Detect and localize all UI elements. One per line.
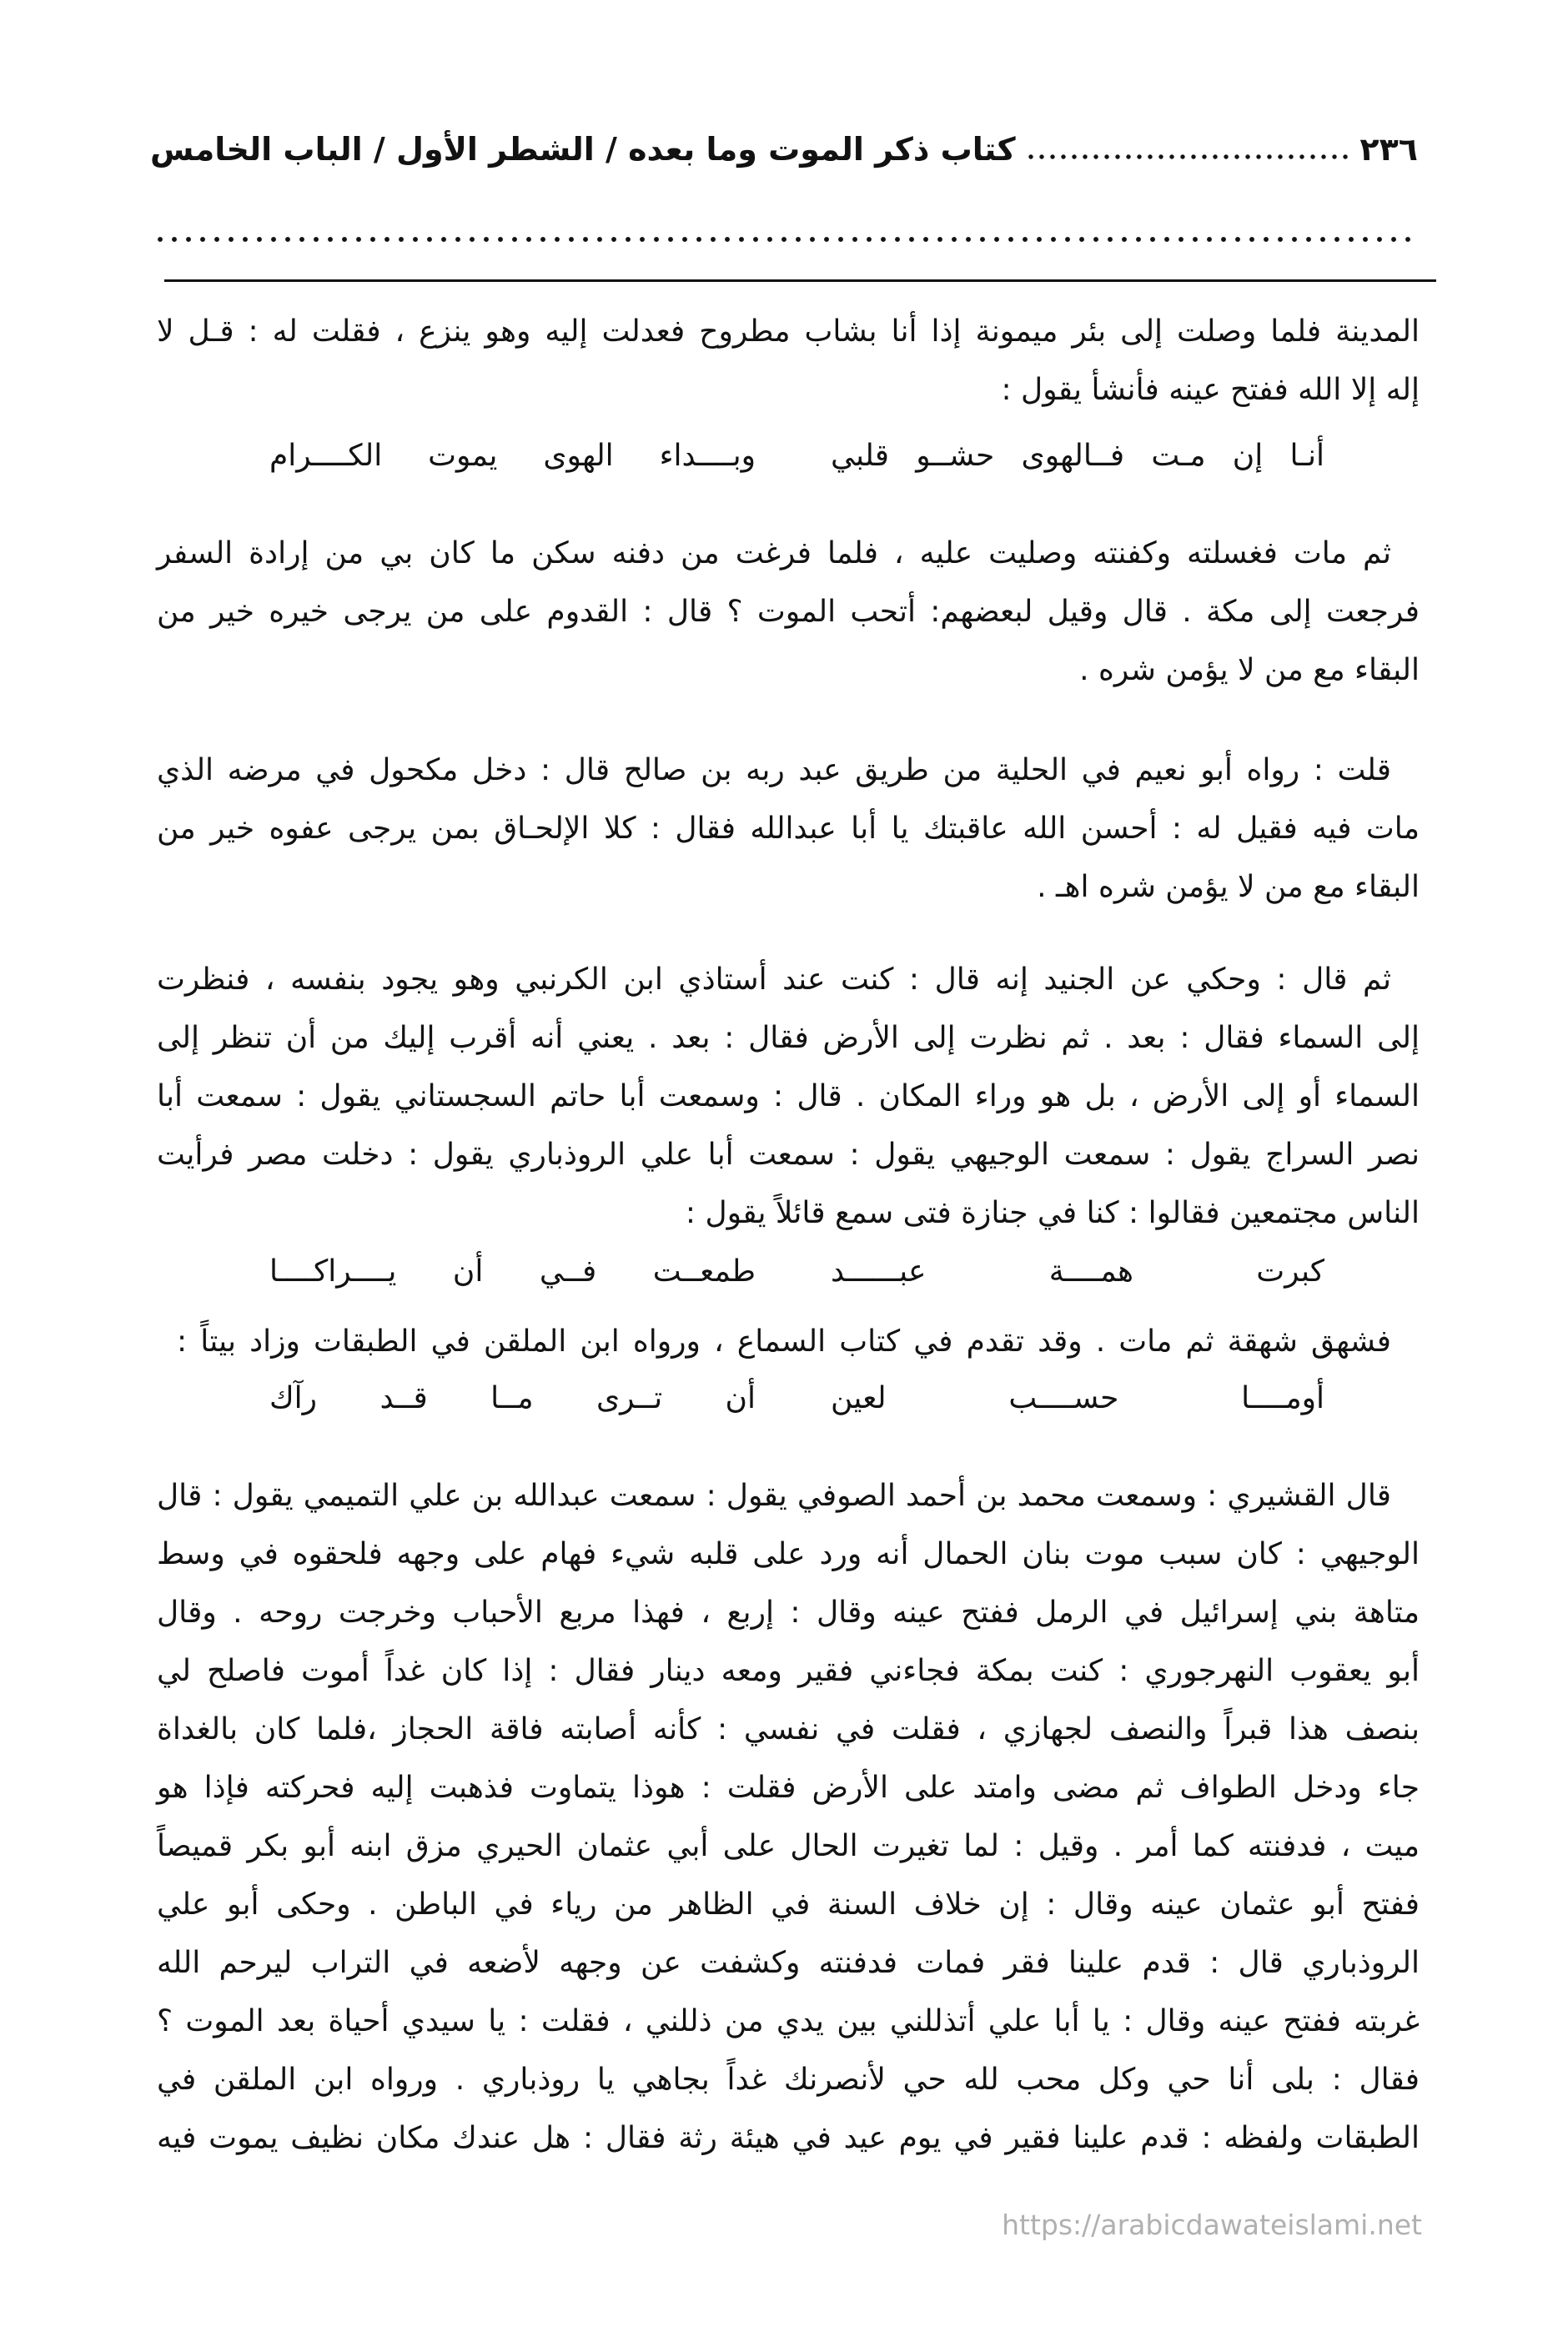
- running-title: كتاب ذكر الموت وما بعده / الشطر الأول / الباب الخامس: [150, 131, 1016, 168]
- paragraph-6: [157, 1467, 1420, 2168]
- verse-3-first-hemistich: أومــــا حســــب لعين: [831, 1381, 1324, 1415]
- paragraph-6-line-8: ففتح أبو عثمان عينه وقال : إن خلاف السنة في الظاهر من رياء في الباطن . وحكى أبو علي: [157, 1887, 1420, 1922]
- paragraph-5-line-1: فشهق شهقة ثم مات . وقد تقدم في كتاب السماع ، ورواه ابن الملقن في الطبقات وزاد بيتاً :: [177, 1324, 1391, 1359]
- paragraph-3-line-3: البقاء مع من لا يؤمن شره اهـ .: [1037, 870, 1420, 904]
- verse-1: [0, 427, 1568, 485]
- paragraph-6-line-7: ميت ، فدفنته كما أمر . وقيل : لما تغيرت الحال على أبي عثمان الحيري مزق ابنه أبو بكر قميصاً: [157, 1829, 1420, 1863]
- verse-1-first-hemistich: أنـا إن مـت فــالهوى حشــو قلبي: [831, 439, 1324, 473]
- paragraph-3-line-1: قلت : رواه أبو نعيم في الحلية من طريق عبد ربه بن صالح قال : دخل مكحول في مرضه الذي: [157, 753, 1391, 787]
- paragraph-4-line-1: ثم قال : وحكي عن الجنيد إنه قال : كنت عند أستاذي ابن الكرنبي وهو يجود بنفسه ، فنظرت: [157, 962, 1391, 997]
- paragraph-6-line-1: قال القشيري : وسمعت محمد بن أحمد الصوفي يقول : سمعت عبدالله بن علي التميمي يقول : قال: [157, 1479, 1391, 1513]
- paragraph-4-line-3: السماء أو إلى الأرض ، بل هو وراء المكان . قال : وسمعت أبا حاتم السجستاني يقول : سمعت أبا: [157, 1079, 1420, 1113]
- page-number: ٢٣٦: [1359, 131, 1418, 168]
- verse-3-second-hemistich: أن تــرى مــا قــد رآك: [269, 1381, 756, 1415]
- paragraph-6-line-10: غربته ففتح عينه وقال : يا أبا علي أتذللني بين يدي من ذللني ، فقلت : يا سيدي أحياة بعد الموت ؟: [157, 2004, 1420, 2038]
- paragraph-2-line-2: فرجعت إلى مكة . قال وقيل لبعضهم: أتحب الموت ؟ قال : القدوم على من يرجى خيره خير من: [157, 595, 1420, 629]
- verse-2-second-hemistich: طمعــت فــي أن يــــراكــــا: [269, 1254, 756, 1289]
- paragraph-1-line-2: إله إلا الله ففتح عينه فأنشأ يقول :: [1001, 373, 1420, 407]
- running-header: [150, 124, 1418, 174]
- paragraph-5: [157, 1313, 1420, 1371]
- paragraph-6-line-9: الروذباري قال : قدم علينا فقر فمات فدفنته وكشفت عن وجهه لأضعه في التراب ليرحم الله: [157, 1946, 1420, 1980]
- watermark-url: https://arabicdawateislami.net: [1002, 2209, 1422, 2241]
- paragraph-1: [157, 303, 1420, 420]
- paragraph-6-line-5: بنصف هذا قبراً والنصف لجهازي ، فقلت في نفسي : كأنه أصابته فاقة الحجاز ،فلما كان بالغداة: [157, 1712, 1420, 1746]
- paragraph-2-line-3: البقاء مع من لا يؤمن شره .: [1079, 653, 1420, 687]
- paragraph-6-line-11: فقال : بلى أنا حي وكل محب لله حي لأنصرنك غداً بجاهي يا روذباري . ورواه ابن الملقن في: [157, 2063, 1420, 2097]
- paragraph-2-line-1: ثم مات فغسلته وكفنته وصليت عليه ، فلما فرغت من دفنه سكن ما كان بي من إرادة السفر: [157, 536, 1391, 570]
- dot-leader: [1028, 153, 1349, 160]
- paragraph-3: [157, 741, 1420, 917]
- paragraph-4-line-5: الناس مجتمعين فقالوا : كنا في جنازة فتى سمع قائلاً يقول :: [685, 1196, 1420, 1230]
- paragraph-6-line-6: جاء ودخل الطواف ثم مضى وامتد على الأرض فقلت : هوذا يتماوت فذهبت إليه فحركته فإذا هو: [157, 1771, 1420, 1805]
- paragraph-6-line-12: الطبقات ولفظه : قدم علينا فقير في يوم عيد في هيئة رثة فقال : هل عندك مكان نظيف يموت فيه: [157, 2121, 1420, 2155]
- paragraph-6-line-4: أبو يعقوب النهرجوري : كنت بمكة فجاءني فقير ومعه دينار فقال : إذا كان غداً أموت فاصلح لي: [157, 1654, 1420, 1688]
- paragraph-6-line-2: الوجيهي : كان سبب موت بنان الحمال أنه ورد على قلبه شيء فهام على وجهه فلحقوه في وسط: [157, 1537, 1420, 1571]
- dotted-separator: [157, 236, 1420, 243]
- paragraph-4-line-4: نصر السراج يقول : سمعت الوجيهي يقول : سمعت أبا علي الروذباري يقول : دخلت مصر فرأيت: [157, 1138, 1420, 1172]
- verse-2-first-hemistich: كبرت همــــة عبــــــد: [831, 1254, 1324, 1289]
- paragraph-6-line-3: متاهة بني إسرائيل في الرمل ففتح عينه وقال : إربع ، فهذا مربع الأحباب وخرجت روحه . وقال: [157, 1596, 1420, 1630]
- verse-1-second-hemistich: وبــــداء الهوى يموت الكــــرام: [269, 439, 756, 473]
- paragraph-2: [157, 525, 1420, 700]
- verse-3: [0, 1370, 1568, 1428]
- paragraph-1-line-1: المدينة فلما وصلت إلى بئر ميمونة إذا أنا بشاب مطروح فعدلت إليه وهو ينزع ، فقلت له : قـل لا: [157, 314, 1420, 349]
- paragraph-4-line-2: إلى السماء فقال : بعد . ثم نظرت إلى الأرض فقال : بعد . يعني أنه أقرب إليك من أن تنظر إلى: [157, 1021, 1420, 1055]
- paragraph-4: [157, 951, 1420, 1243]
- header-rule: [164, 279, 1436, 282]
- verse-2: [0, 1243, 1568, 1301]
- paragraph-3-line-2: مات فيه فقيل له : أحسن الله عاقبتك يا أبا عبدالله فقال : كلا الإلحـاق بمن يرجى عفوه خير من: [157, 812, 1420, 846]
